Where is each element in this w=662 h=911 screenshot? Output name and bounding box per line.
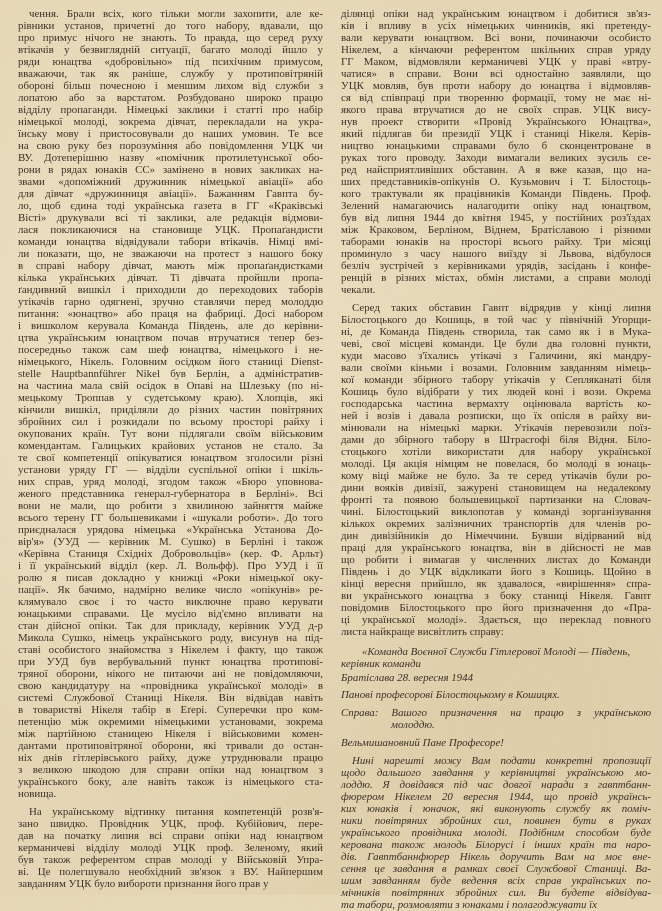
text-line: На українському відтинку питання компетенцій розв'я- xyxy=(29,806,323,818)
text-line: свою кандидатуру на «провідника української молоді» в xyxy=(18,680,323,692)
text-line: клямувало своє і то часто виключне право керувати xyxy=(18,596,323,608)
text-line: УЦК мовляв, був проти набору до юнацтва і відмовляв- xyxy=(341,80,651,92)
text-line: куди масово з'їхались утікачі з Галичини, які мандру- xyxy=(341,350,651,362)
paragraph xyxy=(18,806,323,890)
text-line: женого представника генерал-губернатора в Берліні». Всі xyxy=(18,488,323,500)
text-line: кінчили вишкіл, приділяли до різних частин повітряних xyxy=(18,404,323,416)
text-line: мецькому Троппав у судетському краю). Хлопців, які xyxy=(18,392,323,404)
text-line: збройних сил і розкидали по всьому просторі райху і xyxy=(18,416,323,428)
letter-heading xyxy=(341,646,651,670)
text-line: утікачів гарно одягнені, зручно ставлячи перед молоддю xyxy=(18,296,323,308)
text-line: чині. Білостоцький виклопотав у команді зорганізування xyxy=(341,506,651,518)
letter-subject xyxy=(341,707,651,731)
text-line: рони в рядах юнаків СС» замінено в нових закликах на- xyxy=(18,164,323,176)
text-line: ставі особистого знайомства з Нікелем і факту, що також xyxy=(18,644,323,656)
text-line: петенцію між окремими німецькими установами, зокрема xyxy=(18,716,323,728)
text-line: лася покликаючися на становище УЦК. Пропаґандисти xyxy=(18,224,323,236)
text-line: якого права втручатися до не своїх справ. УЦК вису- xyxy=(341,104,651,116)
text-line: мінювали на німецькі марки. Утікачів перевозили поїз- xyxy=(341,422,651,434)
text-line: тряної оборони, нікого не питаючи ані не повідомляючи, xyxy=(18,668,323,680)
text-line: з великою шкодою для справи опіки над юнацтвом з xyxy=(18,764,323,776)
text-line: дав на початку липня всі справи опіки над юнацтвом xyxy=(18,830,323,842)
text-line: приєдналася урядова німецька «Українська Установа До- xyxy=(18,524,323,536)
text-line: в товаристві Нікеля табір в Еґері. Суперечки про ком- xyxy=(18,704,323,716)
text-line: українського боку, але навіть також із німецького ста- xyxy=(18,776,323,788)
text-line: «Команда Воєнної Служби Гітлерової Молоді — Південь, xyxy=(361,646,631,658)
text-line: те свої компетенції опікуватися юнацтвом зголосили різні xyxy=(18,452,323,464)
text-line: керманичеві відділу молоді УЦК проф. Зеленому, який xyxy=(18,842,323,854)
text-line: який підлягав би президії УЦК і станиці Нікеля. Керів- xyxy=(341,128,651,140)
text-line: руках того проводу. Заходи вимагали великих зусиль се- xyxy=(341,152,651,164)
text-line: шим завданням буде ведення всіх справ українських по- xyxy=(341,875,651,887)
text-line: ших представників-опікунів О. Кузьмович і Т. Білостоць- xyxy=(341,176,651,188)
text-line: дів. Гавптбаннфюрер Нікель доручить Вам на моє вне- xyxy=(341,851,651,863)
text-line: звами «допоміжний дружинник німецької авіації» або xyxy=(18,176,323,188)
paragraph xyxy=(18,8,323,800)
text-line: ся від співпраці при творенню формації, тому не має ні- xyxy=(341,92,651,104)
text-line: Микола Сушко, німець українського роду, висунув на під- xyxy=(18,632,323,644)
text-line: Кошиць було відібрати у тих людей коні і вози. Окрема xyxy=(341,386,651,398)
text-line: чення. Брали всіх, кого тільки могли захопити, але ке- xyxy=(29,8,323,20)
text-line: питання: «юнацтво» або праця на фабриці. Досі набором xyxy=(18,308,323,320)
text-line: повідомив Білостоцького про його призначення до «Пра- xyxy=(341,602,651,614)
text-line: для дівчат «дружинниця авіації». Бажанням Гавпта бу- xyxy=(18,188,323,200)
text-line: ви українського юнацтва з боку станиці Нікеля. Гавпт xyxy=(341,590,651,602)
letter-greeting xyxy=(341,737,651,749)
text-line: Південь і до УЦК відкликати його з Кошиць. Щойно в xyxy=(341,566,651,578)
text-line: цтва українським юнацтвом почав втручатися тепер без- xyxy=(18,332,323,344)
text-line: ких юнаків і юначок, які виконують службу як поміч- xyxy=(341,803,651,815)
text-line: між Краковом, Берліном, Віднем, Братіславою і різними xyxy=(341,224,651,236)
text-line: кому віці майже не було. За те серед утікачів були ро- xyxy=(341,470,651,482)
text-line: всього терену ГГ большевиками і «шукали роботи». До того xyxy=(18,512,323,524)
text-line: ні, де Команда Південь створила, так само як і в Мука- xyxy=(341,326,651,338)
text-line: ли показати, що, не зважаючи на протест з нашого боку xyxy=(18,248,323,260)
text-line: вір'я» (УУД — керівник М. Сушко) в Берліні і також xyxy=(18,536,323,548)
text-line: кілька українських дівчат. Ті дівчата пройшли пропа- xyxy=(18,272,323,284)
text-line: кої команди збірного табору утікачів у Сепляканаті біля xyxy=(341,374,651,386)
text-line: ред найсприятливіших обставин. А я вже казав, що на- xyxy=(341,164,651,176)
text-line: фюрером Нікелем 20 вересня 1944, що провід українсь- xyxy=(341,791,651,803)
text-line: дин дивізійників до Німеччини. Бувши відірваний від xyxy=(341,530,651,542)
text-line: Братіслава 28. вересня 1944 xyxy=(341,672,474,684)
text-line: дами до збірного табору в Штрасгофі біля Відня. Біло- xyxy=(341,434,651,446)
text-line: відділу пропаганди. Німецькі заклики і статті про набір xyxy=(18,104,323,116)
text-line: ві. Це полегшувало необхідний зв'язок з ВУ. Найпершим xyxy=(18,866,323,878)
text-line: ники повітряних збройних сил, повинен бути в руках xyxy=(341,815,651,827)
text-line: Серед таких обставин Гавпт відрядив у кінці липня xyxy=(352,302,651,314)
text-line: фронті та появою большевицької партизанки на Словач- xyxy=(341,494,651,506)
text-line: чеві, свої місцеві команди. Це були два головні пункти, xyxy=(341,338,651,350)
text-line: був також референтом справ молоді у Військовій Упра- xyxy=(18,854,323,866)
text-line: нув проект створити «Провід Українського Юнацтва», xyxy=(341,116,651,128)
text-line: їнську мову і пристосовували до наших умовин. Те все xyxy=(18,128,323,140)
text-line: ней і возів і давала розписки, що їх опісля в райху ви- xyxy=(341,410,651,422)
text-line: господарська частина вермахту оцінювала вартість ко- xyxy=(341,398,651,410)
text-line: комендантам. Галицьких крайових установ не стало. За xyxy=(18,440,323,452)
text-line: вважаючи, так як раніше, службу у протиповітряній xyxy=(18,68,323,80)
text-line: кого трактували як працівників Команди Південь. Проф. xyxy=(341,188,651,200)
text-line: установи уряду ГГ — відділи суспільної опіки і шкіль- xyxy=(18,464,323,476)
text-line: сення це завдання в рамках своєї Службової Станиці. Ва- xyxy=(341,863,651,875)
text-line: Зелений намагаючись налагодити опіку над юнацтвом, xyxy=(341,200,651,212)
text-line: ків і впливу в усіх німецьких чинників, які претенду- xyxy=(341,20,651,32)
text-line: та табори, розмовляти з юнаками і полагоджувати їх xyxy=(341,899,598,911)
text-line: і вишколом керувала Команда Південь, але до керівни- xyxy=(18,320,323,332)
text-line: між партійною станицею Нікеля і військовими комен- xyxy=(18,728,323,740)
text-line: юнацькими справами. Це мусіло від'ємно впливати на xyxy=(18,608,323,620)
text-line: чекали. xyxy=(341,284,376,296)
text-line: ництво юнацькими справами було б сконцентроване в xyxy=(341,140,651,152)
text-column-right xyxy=(341,8,651,911)
text-line: мічників повітряних збройних сил. Ви будете відвідува- xyxy=(341,887,651,899)
text-line: що робити і вимагав у численних листах до Команди xyxy=(341,554,651,566)
text-line: новища. xyxy=(18,788,57,800)
text-line: на свою руку без порозуміння або повідомлення УЦК чи xyxy=(18,140,323,152)
text-line: вали керувати юнацтвом. Всі вони, починаючи особисто xyxy=(341,32,651,44)
text-line: і її український відділ (кер. Л. Вольфф). Про УУД і її xyxy=(18,560,323,572)
text-line: стоцького хотіли використати для набору української xyxy=(341,446,651,458)
text-line: на частина мала свій осідок в Опаві на Шлезьку (по ні- xyxy=(18,380,323,392)
text-line: був від липня 1944 до квітня 1945, у постійних роз'їздах xyxy=(341,212,651,224)
text-line: чатися» в справи. Вони всі одностайно заявляли, що xyxy=(341,68,651,80)
text-column-left xyxy=(18,8,323,890)
text-line: безліч зустрічей з керівниками урядів, засідань і конфе- xyxy=(341,260,651,272)
text-line: дантами протиповітряної оборони, які тривали до остан- xyxy=(18,740,323,752)
text-line: Нікелем, а кінчаючи референтом шкільних справ уряду xyxy=(341,44,651,56)
text-line: українського провідника молоді. Подібним способом буде xyxy=(341,827,651,839)
letter-addressee xyxy=(341,689,651,701)
text-line: Вельмишановний Пане Професоре! xyxy=(341,737,504,749)
text-line: Справа: Вашого призначення на працю з українською xyxy=(341,707,651,719)
text-line: німецької молоді, зокрема дівчат, перекладали на укра- xyxy=(18,116,323,128)
text-line: ніх днів гітлерівського райху, дуже утруднювали працю xyxy=(18,752,323,764)
paragraph xyxy=(341,302,651,638)
text-line: Панові професорові Білостоцькому в Кошицях. xyxy=(341,689,560,701)
text-line: ролю я писав докладно у книжці «Роки німецької оку- xyxy=(18,572,323,584)
text-line: дини вояків дивізії, зажурені становищем на недалекому xyxy=(341,482,651,494)
text-line: про примус нічого не знають. То правда, що серед руху xyxy=(18,32,323,44)
text-line: Вісті» друкували всі ті заклики, але редакція відмови- xyxy=(18,212,323,224)
text-line: вони не мали, що робити з хвилиною зайняття майже xyxy=(18,500,323,512)
text-line: листа найкраще висвітлить справу: xyxy=(341,626,504,638)
text-line: команди юнацтва відвідували табори втікачів. Німці вмі- xyxy=(18,236,323,248)
text-line: праці для українського юнацтва, він в дійсності не мав xyxy=(341,542,651,554)
text-line: окупованих країн. Тут вони підлягали своїм військовим xyxy=(18,428,323,440)
text-line: кінці вересня прийшло, як здавалося, «вирішення» спра- xyxy=(341,578,651,590)
text-line: молоддю. xyxy=(391,719,435,731)
text-line: ґандивний вишкіл і приходили до переходових таборів xyxy=(18,284,323,296)
text-line: при УУД був вербувальний пункт юнацтва протипові- xyxy=(18,656,323,668)
text-line: них справ, уряд молоді, згодом також «Бюро уповнова- xyxy=(18,476,323,488)
text-line: Білостоцького до Кошиць, в той час у північній Угорщи- xyxy=(341,314,651,326)
text-line: проминуло з часу нашого виїзду зі Львова, відбулося xyxy=(341,248,651,260)
text-line: посередньо також сам шеф юнацтва, німецького і не- xyxy=(18,344,323,356)
text-line: завданням УЦК було вибороти признання його прав у xyxy=(18,878,269,890)
text-line: кількох окремих залізничних транспортів для членів ро- xyxy=(341,518,651,530)
text-line: ГГ Маком, відмовляли керманичеві УЦК у праві «втру- xyxy=(341,56,651,68)
text-line: ділянці опіки над українським юнацтвом і добитися зв'яз- xyxy=(341,8,651,20)
text-line: лопатою або за варстатом. Розбудовано широко працю xyxy=(18,92,323,104)
text-line: системі Службової Станиці Нікеля. Він відвідав навіть xyxy=(18,692,323,704)
text-line: Нині нарешті можу Вам подати конкретні пропозиції xyxy=(352,755,651,767)
text-line: ВУ. Дотеперішню назву «помічник протилетунської обо- xyxy=(18,152,323,164)
text-line: лоддю. Я довідався під час довгої наради з гавптбанн- xyxy=(341,779,651,791)
text-line: в справі набору дівчат, мають між пропаґандистками xyxy=(18,260,323,272)
text-line: обороні більш почесною і меншим лихом від служби з xyxy=(18,80,323,92)
text-line: ло, щоб єдина тоді українська газета в ГГ «Краківські xyxy=(18,200,323,212)
text-line: стан дійсної опіки. Так для прикладу, керівник УУД д-р xyxy=(18,620,323,632)
text-line: зано швидко. Провідник УЦК, проф. Кубійович, пере- xyxy=(18,818,323,830)
text-line: пації». Як бачимо, надмірно велике число «опікунів» ре- xyxy=(18,584,323,596)
paragraph-continued xyxy=(341,8,651,296)
text-line: ряди юнацтва «добровільно» під психічним примусом, xyxy=(18,56,323,68)
text-line: керована також молодь Білорусі і інших країн та наро- xyxy=(341,839,651,851)
text-line: ці української молоді». Здається, що переклад повного xyxy=(341,614,651,626)
letter-body xyxy=(341,755,651,911)
text-line: вали своїми кіньми і возами. Головним завданням німець- xyxy=(341,362,651,374)
text-line: таборами юнаків на просторі всього райху. Три місяці xyxy=(341,236,651,248)
letter-date xyxy=(341,672,651,684)
text-line: втікачів у безвиглядній ситуації, багато молоді йшло у xyxy=(18,44,323,56)
text-line: ренцій в різних містах, обмін листами, а справи молоді xyxy=(341,272,651,284)
text-line: керівник команди xyxy=(341,658,421,670)
text-line: stelle Hauptbannführer Nikel був Берлін, а адміністратив- xyxy=(18,368,323,380)
text-line: рівники установ, причетні до того набору, вдавали, що xyxy=(18,20,323,32)
text-line: молоді. Ця акція німцям не повелася, бо молоді в юнаць- xyxy=(341,458,651,470)
text-line: щодо дальшого завдання у керівництві українською мо- xyxy=(341,767,651,779)
text-line: німецького, Нікель. Головним осідком його станиці Dienst- xyxy=(18,356,323,368)
text-line: «Керівна Станиця Східніх Добровольців» (кер. Ф. Арльт) xyxy=(18,548,323,560)
